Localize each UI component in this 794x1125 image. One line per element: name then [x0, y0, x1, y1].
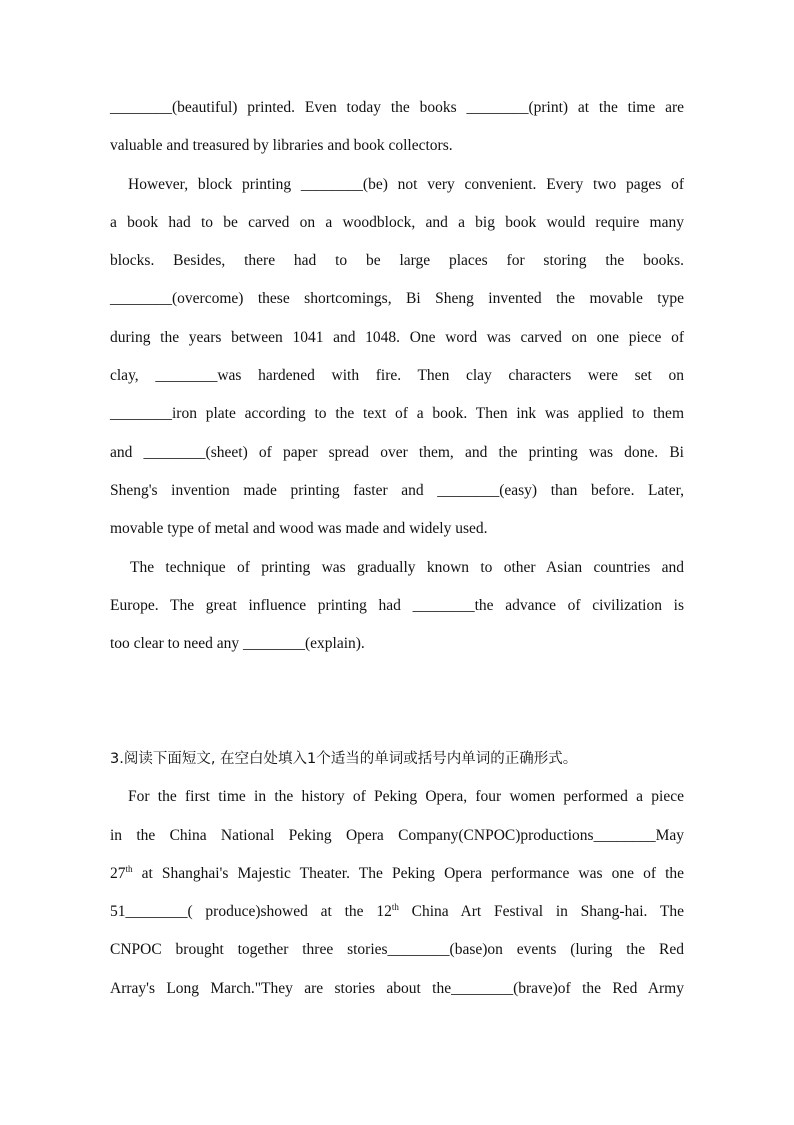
passage-line: Sheng's invention made printing faster and ________(easy) than before. Later, — [110, 481, 684, 499]
line-text: at Shanghai's Majestic Theater. The Peking Opera performance was one of the — [132, 864, 684, 882]
passage-line: a book had to be carved on a woodblock, and a big book would require many — [110, 213, 684, 231]
line-text: China Art Festival in Shang-hai. The — [398, 903, 684, 921]
passage-printing-history — [110, 89, 684, 663]
passage-line: clay, ________was hardened with fire. Then clay characters were set on — [110, 367, 684, 385]
ordinal-suffix: th — [125, 863, 133, 874]
passage-line: ________(beautiful) printed. Even today the books ________(print) at the time are — [110, 99, 684, 116]
passage-line: and ________(sheet) of paper spread over them, and the printing was done. Bi — [110, 443, 684, 461]
line-text: 51________( produce)showed at the 12 — [110, 903, 392, 921]
passage-line: in the China National Peking Opera Company(CNPOC)productions________May — [110, 826, 684, 844]
passage-line: too clear to need any ________(explain). — [110, 635, 365, 653]
passage-line: ________(overcome) these shortcomings, Bi Sheng invented the movable type — [110, 290, 684, 308]
passage-line: However, block printing ________(be) not very convenient. Every two pages of — [128, 175, 684, 193]
passage-line — [110, 855, 684, 893]
passage-line: For the first time in the history of Peking Opera, four women performed a piece — [128, 788, 684, 806]
ordinal-suffix: th — [391, 902, 399, 913]
passage-line: Array's Long March."They are stories about the________(brave)of the Red Army — [110, 979, 684, 997]
question-heading: 3.阅读下面短文, 在空白处填入1个适当的单词或括号内单词的正确形式。 — [110, 751, 578, 767]
passage-line: during the years between 1041 and 1048. One word was carved on one piece of — [110, 328, 684, 346]
passage-line: blocks. Besides, there had to be large places for storing the books. — [110, 252, 684, 270]
passage-line: ________iron plate according to the text of a book. Then ink was applied to them — [110, 405, 684, 423]
passage-line: Europe. The great influence printing had ________the advance of civilization is — [110, 596, 684, 614]
passage-line: movable type of metal and wood was made and widely used. — [110, 520, 488, 538]
question-3-section — [110, 740, 684, 1008]
passage-line: The technique of printing was gradually known to other Asian countries and — [130, 558, 684, 576]
passage-line: valuable and treasured by libraries and book collectors. — [110, 137, 453, 155]
passage-line: CNPOC brought together three stories________(base)on events (luring the Red — [110, 941, 684, 959]
passage-line — [110, 893, 684, 931]
date-number: 27 — [110, 864, 126, 882]
